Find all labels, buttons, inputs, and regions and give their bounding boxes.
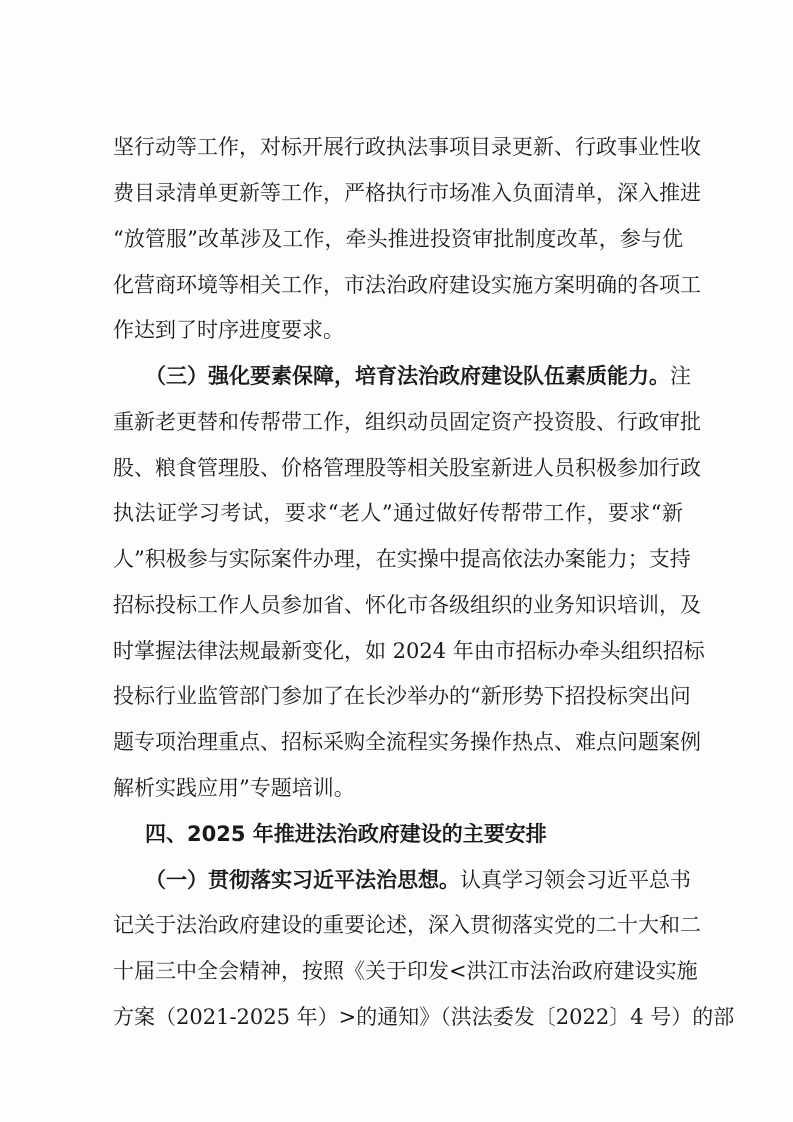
text-line: 时掌握法律法规最新变化，如 2024 年由市招标办牵头组织招标 [113,639,705,663]
text-line: 方案（2021-2025 年）>的通知》（洪法委发〔2022〕4 号）的部 [113,1005,735,1029]
text-line: 坚行动等工作，对标开展行政执法事项目录更新、行政事业性收 [113,135,701,159]
paragraph-lead-line [145,357,691,395]
text-line: 化营商环境等相关工作，市法治政府建设实施方案明确的各项工 [113,273,701,297]
text-line: 投标行业监管部门参加了在长沙举办的“新形势下招投标突出问 [113,684,691,708]
text-fragment: 认真学习领会习近平总书 [460,868,691,892]
text-line: 十届三中全会精神，按照《关于印发<洪江市法治政府建设实施 [113,959,698,983]
section-heading: 四、2025 年推进法治政府建设的主要安排 [145,822,547,846]
text-line: 重新老更替和传帮带工作，组织动员固定资产投资股、行政审批 [113,410,701,434]
text-line: 题专项治理重点、招标采购全流程实务操作热点、难点问题案例 [113,730,701,754]
subsection-heading: （一）贯彻落实习近平法治思想。 [145,867,460,892]
paragraph-lead-line [145,861,691,899]
subsection-heading: （三）强化要素保障，培育法治政府建设队伍素质能力。 [145,363,670,388]
text-line: 费目录清单更新等工作，严格执行市场准入负面清单，深入推进 [113,181,701,205]
text-line: 执法证学习考试，要求“老人”通过做好传帮带工作，要求“新 [113,501,683,525]
text-line: 股、粮食管理股、价格管理股等相关股室新进人员积极参加行政 [113,456,701,480]
text-fragment: 注 [670,364,691,388]
text-line: 人”积极参与实际案件办理，在实操中提高依法办案能力；支持 [113,547,691,571]
text-line: 解析实践应用”专题培训。 [113,776,355,800]
text-line: 招标投标工作人员参加省、怀化市各级组织的业务知识培训，及 [113,593,701,617]
text-line: 作达到了时序进度要求。 [113,318,344,342]
text-line: “放管服”改革涉及工作，牵头推进投资审批制度改革，参与优 [113,227,683,251]
text-line: 记关于法治政府建设的重要论述，深入贯彻落实党的二十大和二 [113,913,701,937]
